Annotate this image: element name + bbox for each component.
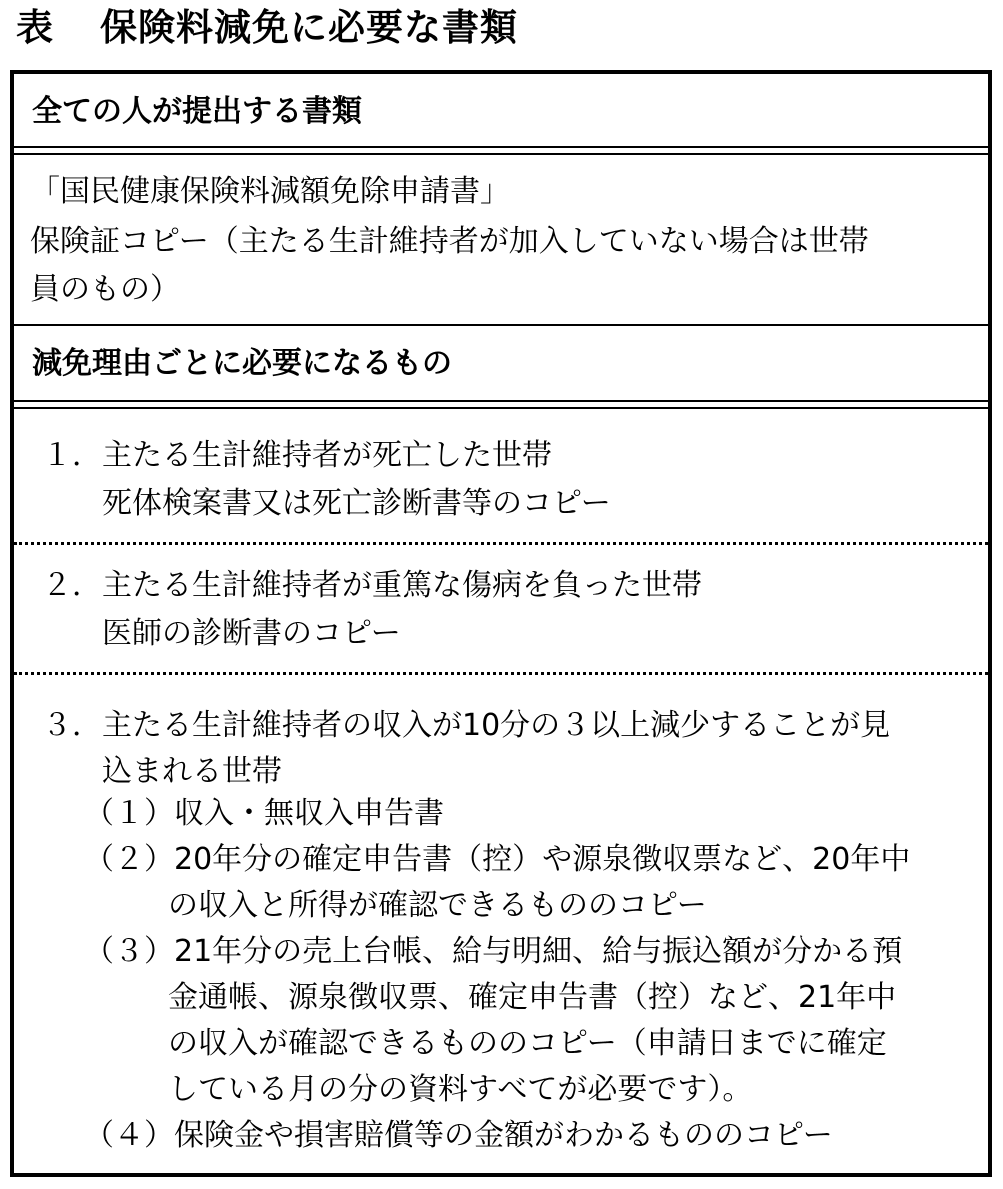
header-divider <box>14 146 988 155</box>
all-people-line-3: 員のもの） <box>30 272 180 307</box>
item-divider <box>14 542 988 545</box>
reason-item-3-title-line-1: ３．主たる生計維持者の収入が10分の３以上減少することが見 <box>42 708 891 743</box>
subitem-2-line-1: （２）20年分の確定申告書（控）や源泉徴収票など、20年中 <box>84 842 911 877</box>
reason-item-2-doc: 医師の診断書のコピー <box>102 616 401 651</box>
reason-header: 減免理由ごとに必要になるもの <box>32 346 452 381</box>
title-label: 表 <box>16 6 54 49</box>
all-people-line-2: 保険証コピー（主たる生計維持者が加入していない場合は世帯 <box>30 224 869 259</box>
documents-table <box>10 70 992 1177</box>
page-title <box>16 4 518 52</box>
reason-item-2-title: ２．主たる生計維持者が重篤な傷病を負った世帯 <box>42 568 702 603</box>
reason-item-1-doc: 死体検案書又は死亡診断書等のコピー <box>102 486 611 521</box>
subitem-3-line-2: 金通帳、源泉徴収票、確定申告書（控）など、21年中 <box>168 980 897 1015</box>
subitem-4: （４）保険金や損害賠償等の金額がわかるもののコピー <box>84 1118 833 1153</box>
reason-item-1-title: １．主たる生計維持者が死亡した世帯 <box>42 438 552 473</box>
subitem-3-line-3: の収入が確認できるもののコピー（申請日までに確定 <box>168 1026 887 1061</box>
all-people-line-1: 「国民健康保険料減額免除申請書」 <box>30 174 510 209</box>
reason-item-3-title-line-2: 込まれる世帯 <box>102 754 282 789</box>
item-divider <box>14 672 988 675</box>
subitem-3-line-4: している月の分の資料すべてが必要です）。 <box>168 1072 753 1107</box>
title-text: 保険料減免に必要な書類 <box>100 6 518 49</box>
subitem-2-line-2: の収入と所得が確認できるもののコピー <box>168 888 707 923</box>
header-divider <box>14 400 988 409</box>
subitem-1: （１）収入・無収入申告書 <box>84 796 444 831</box>
subitem-3-line-1: （３）21年分の売上台帳、給与明細、給与振込額が分かる預 <box>84 934 903 969</box>
all-people-header: 全ての人が提出する書類 <box>32 94 362 129</box>
section-divider <box>14 324 988 326</box>
